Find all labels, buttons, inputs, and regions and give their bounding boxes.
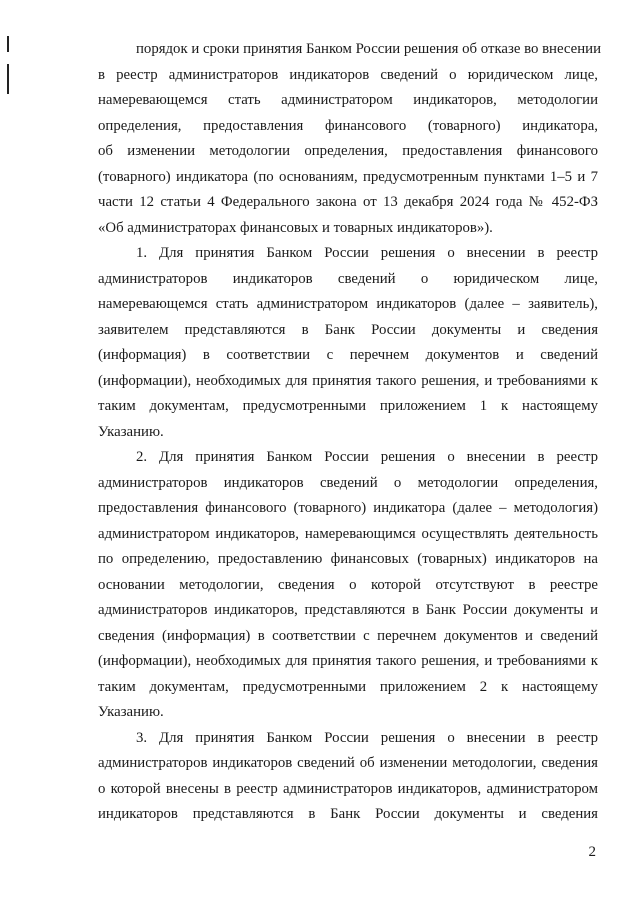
text-line: основании методологии, сведения о которой отсутствуют в реестре [98,576,598,593]
text-line: по определению, предоставлению финансовых (товарных) индикаторов на [98,551,598,567]
margin-binding-mark [7,64,9,94]
page-number: 2 [588,844,596,860]
text-line: предоставления финансового (товарного) индикатора (далее – методология) [98,500,598,516]
document-body [98,37,601,828]
paragraph-item-2 [98,445,598,726]
text-line: намеревающемся стать администратором индикаторов, методологии [98,92,598,108]
paragraph-item-3 [98,726,598,828]
text-line: (товарного) индикатора (по основаниям, предусмотренным пунктами 1–5 и 7 [98,168,598,185]
paragraph-item-1 [98,241,598,445]
text-line: (информации), необходимых для принятия такого решения, и требованиями к [98,372,598,389]
text-line: в реестр администраторов индикаторов сведений о юридическом лице, [98,66,598,83]
text-line: (информация) в соответствии с перечнем документов и сведений [98,347,598,363]
text-line: индикаторов представляются в Банк России документы и сведения [98,806,598,822]
text-line: сведения (информация) в соответствии с перечнем документов и сведений [98,627,598,644]
text-line: администраторов индикаторов, представляются в Банк России документы и [98,602,598,618]
text-line: 2. Для принятия Банком России решения о внесении в реестр [136,449,598,465]
text-line: определения, предоставления финансового (товарного) индикатора, [98,117,598,134]
text-line: администраторов индикаторов сведений о методологии определения, [98,474,598,491]
text-line: (информации), необходимых для принятия такого решения, и требованиями к [98,653,598,669]
text-line: администратором индикаторов, намеревающимся осуществлять деятельность [98,525,598,542]
text-line: Указанию. [98,704,164,720]
text-line: «Об администраторах финансовых и товарных индикаторов»). [98,219,493,236]
text-line: порядок и сроки принятия Банком России решения об отказе во внесении [136,41,601,57]
text-line: части 12 статьи 4 Федерального закона от 13 декабря 2024 года № 452-ФЗ [98,194,598,210]
paragraph-procedure-continuation [98,37,601,241]
text-line: Указанию. [98,423,164,440]
text-line: администраторов индикаторов сведений об изменении методологии, сведения [98,755,598,771]
text-line: о которой внесены в реестр администраторов индикаторов, администратором [98,780,598,797]
text-line: таким документам, предусмотренными приложением 1 к настоящему [98,398,598,414]
text-line: намеревающемся стать администратором индикаторов (далее – заявитель), [98,296,598,312]
text-line: 1. Для принятия Банком России решения о внесении в реестр [136,245,598,261]
text-line: таким документам, предусмотренными приложением 2 к настоящему [98,678,598,695]
margin-binding-mark [7,36,9,52]
text-line: заявителем представляются в Банк России документы и сведения [98,321,598,338]
text-line: администраторов индикаторов сведений о юридическом лице, [98,270,598,287]
text-line: 3. Для принятия Банком России решения о внесении в реестр [136,729,598,746]
text-line: об изменении методологии определения, предоставления финансового [98,143,598,159]
